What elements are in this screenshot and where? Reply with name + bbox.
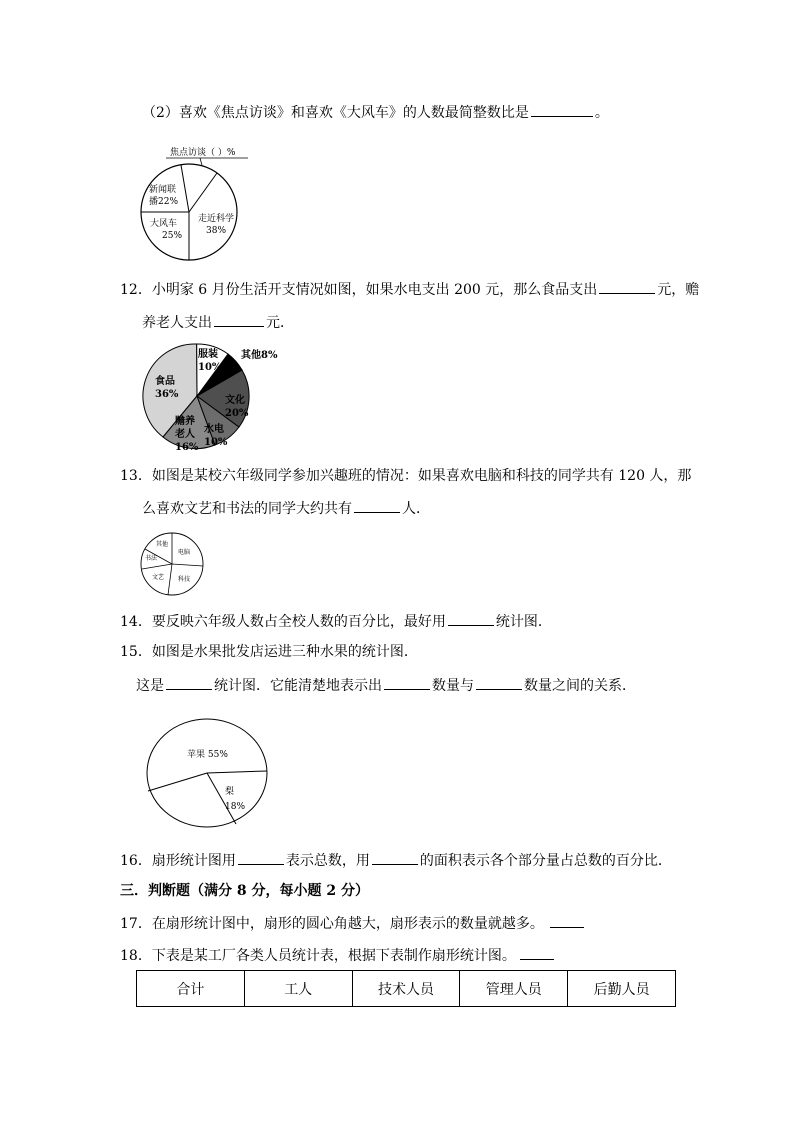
question-text: 15．如图是水果批发店运进三种水果的统计图．	[120, 644, 418, 660]
pie-chart-interest-classes	[140, 532, 206, 598]
section-3-heading	[120, 881, 369, 901]
answer-blank-1[interactable]	[238, 850, 284, 865]
question-text: 表示总数，用	[285, 853, 370, 869]
question-text: 统计图．它能清楚地表示出	[214, 678, 382, 694]
question-text: 16．扇形统计图用	[120, 853, 236, 869]
question-text: 这是	[136, 678, 164, 694]
question-12-line2	[142, 312, 294, 333]
label-xinwen-pct: 播22%	[149, 197, 179, 207]
question-11-2	[142, 102, 609, 123]
question-text: 人．	[402, 501, 430, 517]
label-elderly-pct: 16%	[175, 442, 199, 453]
label-pear-pct: 18%	[225, 802, 246, 812]
label-culture: 文化	[225, 395, 245, 406]
question-16	[120, 850, 672, 871]
answer-blank-elderly[interactable]	[214, 312, 264, 327]
label-zoujin: 走近科学	[198, 214, 235, 224]
question-15-line1	[120, 642, 418, 662]
question-text: 12．小明家 6 月份生活开支情况如图，如果水电支出 200 元，那么食品支出	[120, 282, 598, 298]
question-text: 养老人支出	[142, 315, 212, 331]
label-clothing: 服装	[198, 349, 218, 360]
label-apple: 苹果 55%	[187, 750, 228, 760]
chart-callout: 焦点访谈（ ）%	[170, 148, 236, 158]
label-technology: 科技	[178, 576, 191, 583]
question-text: 的面积表示各个部分量占总数的百分比．	[419, 853, 672, 869]
question-text: 13．如图是某校六年级同学参加兴趣班的情况：如果喜欢电脑和科技的同学共有 120 人，那	[120, 468, 692, 484]
pie-chart-tv-programs	[140, 140, 250, 265]
label-utilities: 水电	[204, 424, 224, 435]
answer-blank[interactable]	[354, 498, 400, 513]
question-13-line1	[120, 466, 691, 486]
question-text: 统计图．	[495, 614, 552, 630]
label-clothing-pct: 10%	[198, 362, 222, 373]
answer-blank-2[interactable]	[384, 675, 430, 690]
question-text: 么喜欢文艺和书法的同学大约共有	[142, 501, 352, 517]
question-13-line2	[142, 498, 430, 519]
table-cell-total: 合计	[137, 971, 245, 1007]
label-calligraphy: 书法	[145, 555, 158, 562]
table-cell-managers: 管理人员	[460, 971, 568, 1007]
staff-statistics-table	[136, 970, 676, 1007]
label-food-pct: 36%	[155, 389, 179, 400]
question-18	[120, 945, 556, 966]
question-text: （2）喜欢《焦点访谈》和喜欢《大风车》的人数最简整数比是	[142, 105, 529, 121]
table-cell-technicians: 技术人员	[352, 971, 460, 1007]
table-cell-logistics: 后勤人员	[568, 971, 676, 1007]
answer-blank-2[interactable]	[372, 850, 418, 865]
label-elderly-2: 老人	[175, 429, 195, 440]
answer-blank-3[interactable]	[476, 675, 522, 690]
question-15-line2	[136, 675, 636, 696]
question-text: 元．	[266, 315, 294, 331]
label-other: 其他8%	[241, 350, 278, 361]
label-culture-pct: 20%	[225, 408, 249, 419]
answer-blank-food[interactable]	[599, 279, 655, 294]
table-cell-workers: 工人	[244, 971, 352, 1007]
answer-blank[interactable]	[531, 102, 593, 117]
answer-blank-1[interactable]	[166, 675, 212, 690]
question-text: 数量之间的关系．	[524, 678, 636, 694]
label-arts: 文艺	[152, 574, 165, 581]
label-utilities-pct: 10%	[204, 437, 228, 448]
label-zoujin-pct: 38%	[206, 226, 227, 236]
label-computer: 电脑	[178, 549, 191, 556]
label-pear: 梨	[225, 787, 235, 797]
label-elderly: 赡养	[175, 416, 195, 427]
answer-blank[interactable]	[550, 913, 584, 928]
question-text: 17．在扇形统计图中，扇形的圆心角越大，扇形表示的数量就越多。	[120, 916, 544, 932]
section-title: 三．判断题（满分 8 分，每小题 2 分）	[120, 883, 369, 899]
label-dafengche: 大风车	[150, 219, 178, 229]
label-dafengche-pct: 25%	[162, 231, 183, 241]
label-xinwen: 新闻联	[149, 185, 177, 195]
answer-blank[interactable]	[448, 611, 494, 626]
question-12-line1	[120, 279, 699, 300]
label-other: 其他	[156, 541, 169, 548]
pie-chart-fruits	[145, 718, 271, 830]
table-row	[137, 971, 676, 1007]
label-food: 食品	[155, 376, 175, 387]
question-text: 18．下表是某工厂各类人员统计表，根据下表制作扇形统计图。	[120, 948, 516, 964]
question-17	[120, 913, 586, 934]
question-suffix: 。	[594, 105, 609, 121]
answer-blank[interactable]	[520, 945, 554, 960]
pie-chart-expenses	[145, 342, 285, 454]
question-text: 14．要反映六年级人数占全校人数的百分比，最好用	[120, 614, 446, 630]
question-text: 元，赡	[657, 282, 700, 298]
question-text: 数量与	[432, 678, 474, 694]
question-14	[120, 611, 552, 632]
